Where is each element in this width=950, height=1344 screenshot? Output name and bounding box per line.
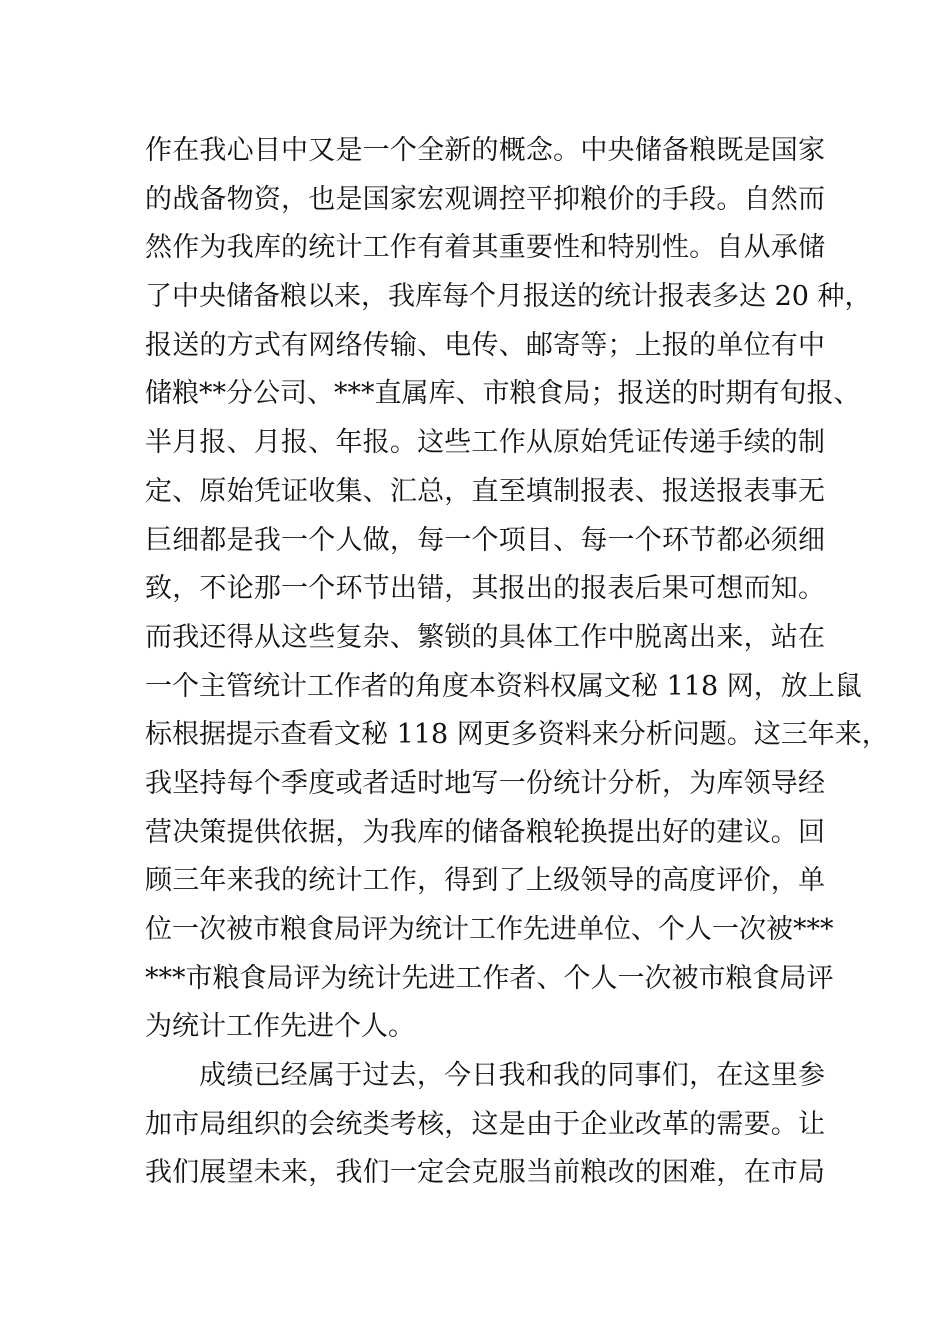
text-line: 位一次被市粮食局评为统计工作先进单位、个人一次被***: [145, 914, 834, 945]
text-line: 顾三年来我的统计工作，得到了上级领导的高度评价，单: [145, 865, 825, 897]
text-line: ***市粮食局评为统计先进工作者、个人一次被市粮食局评: [145, 962, 834, 994]
text-line: 致，不论那一个环节出错，其报出的报表后果可想而知。: [145, 573, 825, 605]
text-line: 营决策提供依据，为我库的储备粮轮换提出好的建议。回: [145, 816, 825, 848]
body-text: [145, 127, 889, 1198]
text-line: 我坚持每个季度或者适时地写一份统计分析，为库领导经: [145, 767, 825, 799]
text-line: 定、原始凭证收集、汇总，直至填制报表、报送报表事无: [145, 475, 825, 507]
text-line: 储粮**分公司、***直属库、市粮食局；报送的时期有旬报、: [145, 378, 861, 410]
text-line: 作在我心目中又是一个全新的概念。中央储备粮既是国家: [145, 135, 825, 166]
text-line: 我们展望未来，我们一定会克服当前粮改的困难，在市局: [145, 1157, 825, 1189]
text-line: 而我还得从这些复杂、繁锁的具体工作中脱离出来，站在: [145, 621, 825, 653]
paragraph-start-line: 成绩已经属于过去，今日我和我的同事们，在这里参: [199, 1060, 825, 1092]
text-line: 加市局组织的会统类考核，这是由于企业改革的需要。让: [145, 1108, 825, 1140]
text-line: 标根据提示查看文秘 118 网更多资料来分析问题。这三年来，: [145, 719, 889, 751]
text-line: 半月报、月报、年报。这些工作从原始凭证传递手续的制: [145, 427, 825, 459]
text-line: 巨细都是我一个人做，每一个项目、每一个环节都必须细: [145, 524, 825, 556]
text-line: 然作为我库的统计工作有着其重要性和特别性。自从承储: [145, 232, 825, 264]
paragraph-end-line: 为统计工作先进个人。: [145, 1011, 415, 1043]
text-line: 一个主管统计工作者的角度本资料权属文秘 118 网，放上鼠: [145, 670, 862, 702]
text-line: 报送的方式有网络传输、电传、邮寄等；上报的单位有中: [145, 329, 825, 361]
text-line: 的战备物资，也是国家宏观调控平抑粮价的手段。自然而: [145, 183, 825, 215]
text-line: 了中央储备粮以来，我库每个月报送的统计报表多达 20 种，: [145, 281, 872, 313]
